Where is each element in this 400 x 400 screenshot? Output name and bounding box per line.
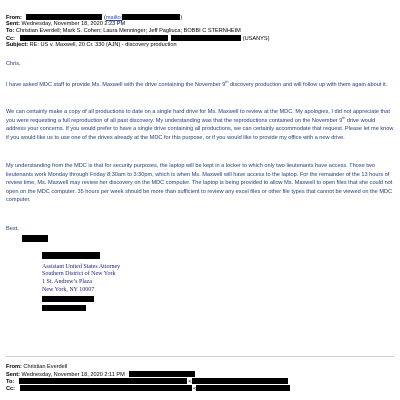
paragraph-3: My understanding from the MDC is that for security purposes, the laptop will be kept in a locker to which only two lieutenants have access. Those two lieutenants work Monday through Friday 8:30am to 3:30pm, which is when Ms. Maxwell will have access to the laptop. For the remainder of the 13 hours of review time, Ms. Maxwell may review her discovery on the MDC computer. The laptop is being provided to allow Ms. Maxwell to open files that she could not open on the MDC computer. 35 hours per week should be more than sufficient to review any excel files or other file types that cannot be viewed on the MDC computer. — [6, 163, 393, 204]
redaction-block — [42, 252, 100, 259]
sent-value: Wednesday, November 18, 2020 2:23 PM — [21, 21, 126, 27]
redaction-block — [22, 235, 48, 242]
signature-address-1: 1 St. Andrew’s Plaza — [42, 279, 92, 285]
paragraph-1-text-a: I have asked MDC staff to provide Ms. Maxwell with the drive containing the November 9 — [6, 82, 226, 88]
subject-value: RE: US v. Maxwell, 20 Cr. 330 (AJN) - discovery production — [29, 42, 177, 48]
mailto-close: ) — [180, 15, 183, 21]
cc-suffix: (USANYS) — [242, 36, 270, 42]
superscript: th — [225, 80, 229, 85]
redaction-block — [19, 378, 187, 384]
to-label: To: — [6, 28, 15, 34]
email2-cc-row — [6, 385, 290, 393]
paragraph-2 — [6, 108, 394, 142]
paragraph-1-text-b: discovery production and will follow up with them again about it. — [228, 82, 388, 88]
from-label: From: — [6, 15, 22, 21]
to-label: To: — [6, 379, 15, 385]
sent-value: Wednesday, November 18, 2020 2:11 PM — [21, 372, 125, 378]
redaction-block — [196, 385, 290, 391]
redaction-block — [26, 14, 102, 20]
sent-label: Sent: — [6, 21, 20, 27]
redaction-block — [20, 385, 192, 391]
from-value: Christian Everdell — [23, 364, 68, 370]
from-label: From: — [6, 364, 22, 370]
redaction-block — [192, 378, 288, 384]
sent-label: Sent: — [6, 372, 20, 378]
superscript: th — [342, 115, 346, 120]
redaction-block — [42, 305, 86, 311]
subject-row — [6, 42, 177, 49]
redaction-block — [42, 296, 94, 302]
paragraph-2-text-b: drive would address your concerns. If you would prefer to have a single drive containing all productions, we can certainly accommodate that request. Please let me know if you would like us to use one of the drives already at the MDC for this purpose, or if you would like to provide my office with a new drive. — [6, 117, 394, 141]
redaction-block — [20, 35, 168, 41]
redaction-block — [129, 371, 195, 377]
greeting: Chris, — [6, 61, 21, 67]
cc-open: < — [193, 386, 197, 392]
redaction-block — [122, 14, 183, 21]
subject-label: Subject: — [6, 42, 29, 48]
to-row — [6, 28, 241, 35]
clipped-previous-line — [6, 0, 8, 3]
mailto-link[interactable]: mailto: — [105, 15, 123, 21]
cc-label: Cc: — [6, 386, 16, 392]
signature-address-2: New York, NY 10007 — [42, 287, 95, 293]
email2-from-row — [6, 364, 67, 371]
to-value: Christian Everdell; Mark S. Cohen; Laura Menninger; Jeff Pagliuca; BOBBI C STERNHEIM — [15, 28, 241, 34]
closing: Best, — [6, 226, 19, 232]
signature-district: Southern District of New York — [42, 271, 116, 277]
cc-label: Cc: — [6, 36, 16, 42]
message-divider — [6, 356, 394, 357]
signature-title: Assistant United States Attorney — [42, 264, 121, 270]
sent-row — [6, 21, 125, 28]
paragraph-1 — [6, 81, 394, 90]
paragraph-2-text-a: We can certainly make a copy of all productions to date on a single hard drive for Ms. Maxwell to review at the MDC. My apologies, I did not appreciate that you were requesting a full reproduction of all past discovery. My understanding was that the reproductions contained on the November 9 — [6, 109, 390, 124]
to-open: < — [188, 379, 192, 385]
redaction-block — [171, 35, 241, 41]
mailto-open: ( — [103, 15, 106, 21]
